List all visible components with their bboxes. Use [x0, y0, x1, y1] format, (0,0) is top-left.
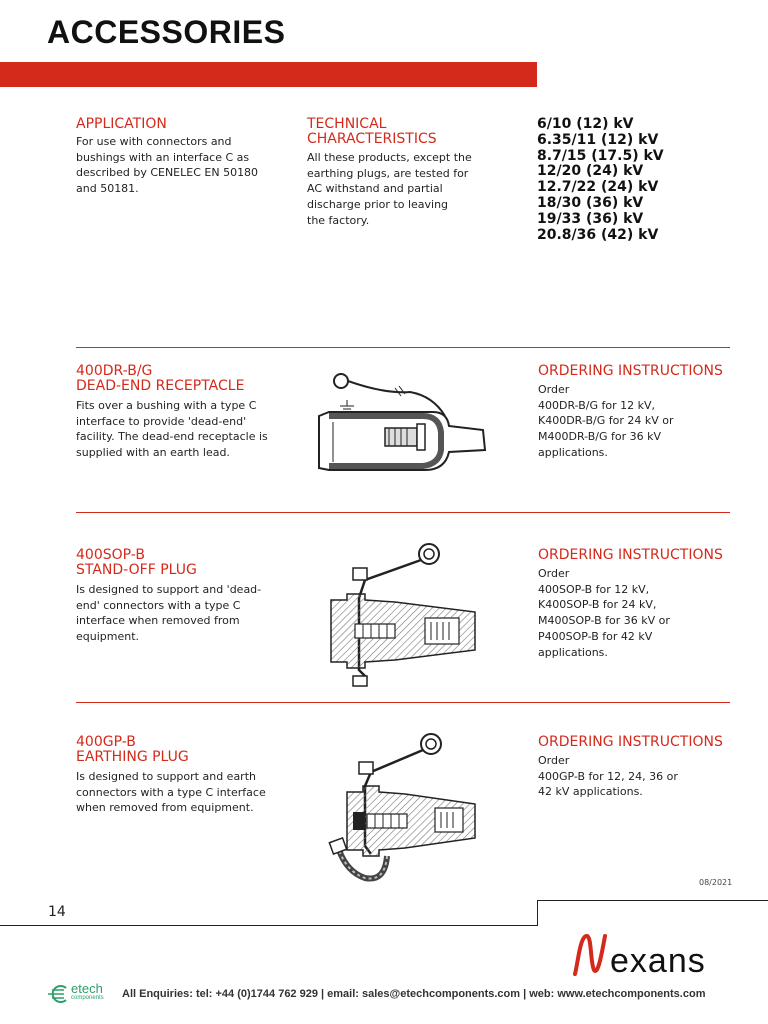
voltage-rating: 12.7/22 (24) kV [537, 179, 659, 196]
product-description-400sop [76, 582, 261, 645]
section-divider [76, 702, 730, 703]
voltage-rating: 18/30 (36) kV [537, 194, 644, 211]
nexans-logo-mark [572, 932, 608, 976]
description-line: Fits over a bushing with a type C [76, 399, 257, 412]
product-heading-400sop [76, 548, 197, 578]
ordering-line: Order [538, 754, 570, 767]
ordering-text-400gp [538, 753, 678, 800]
product-name: STAND-OFF PLUG [76, 562, 197, 578]
footer-rule-right [537, 900, 768, 901]
ordering-line: K400SOP-B for 24 kV, [538, 598, 657, 612]
ordering-text-400dr [538, 382, 674, 461]
page-number: 14 [48, 904, 66, 920]
earthing-plug-illustration [325, 722, 485, 892]
etech-logo-icon [46, 985, 68, 1003]
ordering-line: P400SOP-B for 42 kV [538, 629, 653, 643]
page-title: ACCESSORIES [47, 14, 286, 50]
technical-text [307, 150, 472, 229]
ordering-text-400sop [538, 566, 670, 660]
etech-logo-sub: components [71, 995, 104, 1001]
nexans-logo-text: exans [610, 942, 706, 980]
header-red-bar [0, 62, 537, 87]
ordering-line: 400GP-B for 12, 24, 36 or [538, 769, 678, 783]
description-line: connectors with a type C interface [76, 785, 266, 799]
enquiries-text: All Enquiries: tel: +44 (0)1744 762 929 | email: sales@etechcomponents.com | web: www.etechcomponents.com [122, 988, 706, 1000]
product-code: 400SOP-B [76, 547, 145, 563]
technical-line: discharge prior to leaving [307, 198, 449, 212]
product-description-400gp [76, 769, 266, 816]
ordering-line: applications. [538, 645, 608, 659]
voltage-rating: 12/20 (24) kV [537, 163, 644, 180]
ordering-line: K400DR-B/G for 24 kV or [538, 414, 674, 428]
footer-rule [0, 925, 537, 926]
product-heading-400gp [76, 735, 189, 765]
date-label: 08/2021 [699, 878, 733, 887]
technical-line: the factory. [307, 213, 370, 227]
technical-heading [307, 117, 437, 147]
etech-logo-name: etech [71, 981, 103, 996]
description-line: equipment. [76, 630, 140, 644]
ordering-line: 400SOP-B for 12 kV, [538, 582, 650, 596]
description-line: Is designed to support and 'dead- [76, 583, 262, 596]
section-divider [76, 347, 730, 348]
technical-line: All these products, except the [307, 151, 472, 164]
technical-line: AC withstand and partial [307, 182, 443, 196]
application-line: described by CENELEC EN 50180 [76, 166, 259, 180]
ordering-line: M400DR-B/G for 36 kV [538, 430, 662, 444]
ordering-line: applications. [538, 445, 608, 459]
ordering-line: Order [538, 383, 570, 396]
description-line: interface when removed from [76, 614, 240, 628]
voltage-rating: 19/33 (36) kV [537, 210, 644, 227]
application-line: bushings with an interface C as [76, 150, 250, 164]
application-line: For use with connectors and [76, 135, 232, 148]
description-line: facility. The dead-end receptacle is [76, 430, 268, 444]
description-line: interface to provide 'dead-end' [76, 414, 247, 428]
section-divider [76, 512, 730, 513]
stand-off-plug-illustration [325, 538, 485, 688]
product-name: DEAD-END RECEPTACLE [76, 378, 245, 394]
voltage-rating: 20.8/36 (42) kV [537, 226, 659, 243]
ordering-heading-400dr: ORDERING INSTRUCTIONS [538, 363, 723, 379]
technical-heading-line: CHARACTERISTICS [307, 131, 437, 147]
technical-line: earthing plugs, are tested for [307, 166, 469, 180]
footer-rule-step [537, 900, 538, 926]
application-line: and 50181. [76, 182, 139, 196]
technical-heading-line: TECHNICAL [307, 116, 387, 132]
ordering-line: 42 kV applications. [538, 785, 643, 799]
application-heading: APPLICATION [76, 116, 167, 132]
dead-end-receptacle-illustration [315, 366, 495, 496]
product-heading-400dr [76, 364, 244, 394]
description-line: when removed from equipment. [76, 801, 254, 815]
voltage-list [537, 117, 664, 243]
product-description-400dr [76, 398, 268, 461]
ordering-line: 400DR-B/G for 12 kV, [538, 398, 656, 412]
description-line: supplied with an earth lead. [76, 446, 230, 460]
product-name: EARTHING PLUG [76, 749, 189, 765]
description-line: Is designed to support and earth [76, 770, 256, 783]
voltage-rating: 8.7/15 (17.5) kV [537, 147, 664, 164]
ordering-line: Order [538, 567, 570, 580]
description-line: end' connectors with a type C [76, 598, 241, 612]
application-text [76, 134, 258, 197]
product-code: 400GP-B [76, 734, 136, 750]
ordering-line: M400SOP-B for 36 kV or [538, 614, 670, 628]
voltage-rating: 6/10 (12) kV [537, 116, 634, 132]
ordering-heading-400gp: ORDERING INSTRUCTIONS [538, 734, 723, 750]
ordering-heading-400sop: ORDERING INSTRUCTIONS [538, 547, 723, 563]
voltage-rating: 6.35/11 (12) kV [537, 131, 659, 148]
product-code: 400DR-B/G [76, 363, 153, 379]
